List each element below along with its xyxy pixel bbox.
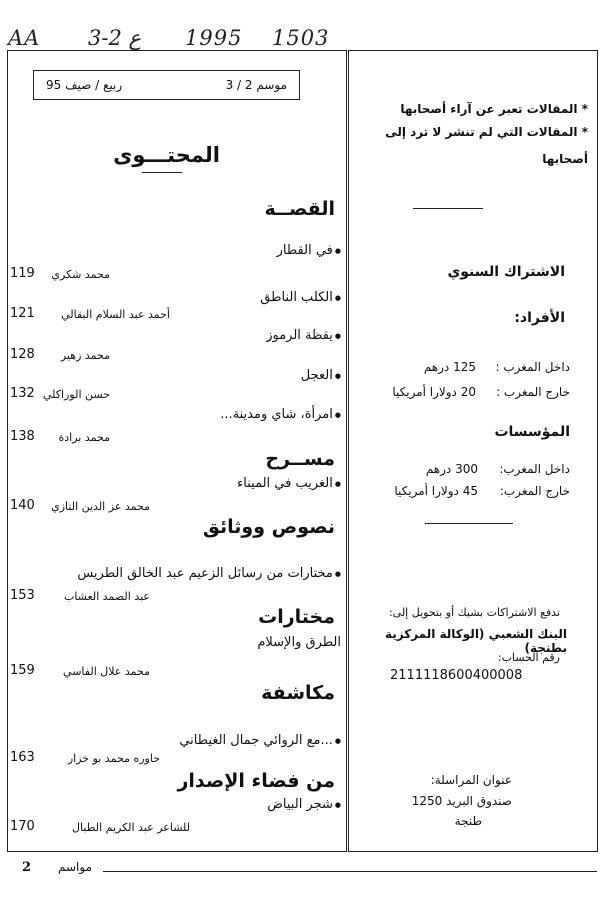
divider: [425, 523, 513, 524]
page-number: 140: [10, 498, 35, 513]
contents-title: المحتـــوى: [113, 143, 220, 167]
subscription-title: الاشتراك السنوي: [447, 264, 565, 280]
page-number: 163: [10, 750, 35, 765]
divider: [413, 208, 483, 209]
note-line: * المقالات التي لم تنشر لا ترد إلى: [385, 125, 588, 139]
section-title: نصوص ووثائق: [202, 516, 335, 538]
page-number: 128: [10, 347, 35, 362]
note-line: أصحابها: [542, 152, 588, 166]
section-title: مكاشفة: [261, 682, 335, 704]
individuals-heading: الأفراد:: [514, 310, 565, 326]
page-number: 132: [10, 386, 35, 401]
contents-item-title: ● مختارات من رسائل الزعيم عبد الخالق الطريس: [41, 566, 341, 581]
handwritten-mark-left: AA: [8, 26, 41, 50]
page-number: 170: [10, 819, 35, 834]
contents-item-author: حاوره محمد بو خزار: [67, 752, 160, 765]
section-title: مســرح: [265, 448, 335, 470]
section-title: مختارات: [258, 606, 335, 628]
contents-item-author: حسن الوراكلي: [43, 388, 110, 401]
domestic-price: 125 درهم: [423, 360, 476, 374]
journal-name: مواسم: [58, 860, 93, 874]
info-frame: [348, 50, 598, 852]
domestic-label: داخل المغرب:: [499, 462, 570, 476]
contents-item-author: للشاعر عبد الكريم الطبال: [72, 821, 190, 834]
page-number-footer: 2: [22, 860, 32, 875]
po-box: صندوق البريد 1250: [411, 794, 512, 808]
international-price: 20 دولارا أمريكيا: [392, 385, 476, 399]
issue-season: موسم 2 / 3: [225, 78, 287, 92]
note-line: * المقالات تعبر عن آراء أصحابها: [400, 102, 588, 116]
domestic-price: 300 درهم: [425, 462, 478, 476]
page-number: 138: [10, 429, 35, 444]
section-title: القصــة: [264, 198, 335, 220]
contents-item-author: عبد الصمد العشاب: [64, 590, 150, 603]
issue-period: ربيع / صيف 95: [46, 78, 123, 92]
contents-item-title: ● شجر البياض: [141, 797, 341, 812]
city: طنجة: [454, 814, 482, 828]
international-price: 45 دولارا أمريكيا: [394, 484, 478, 498]
address-label: عنوان المراسلة:: [430, 773, 512, 787]
contents-item-title: ● الكلب الناطق: [141, 290, 341, 305]
contents-item-author: محمد علال الفاسي: [63, 665, 150, 678]
contents-item-title: ● العجل: [141, 368, 341, 383]
page-number: 119: [10, 266, 35, 281]
contents-item-title: ● في القطار: [141, 243, 341, 258]
page-number: 121: [10, 306, 35, 321]
contents-item-title: الطرق والإسلام: [257, 635, 341, 650]
section-title: من فضاء الإصدار: [177, 770, 335, 792]
handwritten-number: 1503: [272, 26, 330, 50]
handwritten-code: 3-2 ع: [88, 26, 142, 50]
title-underline: [142, 172, 182, 173]
domestic-label: داخل المغرب :: [495, 360, 570, 374]
contents-item-author: محمد برادة: [58, 431, 110, 444]
contents-item-title: ● يقظة الرموز: [141, 328, 341, 343]
international-label: خارج المغرب :: [496, 385, 570, 399]
page-number: 159: [10, 663, 35, 678]
international-label: خارج المغرب:: [499, 484, 570, 498]
bank-name: البنك الشعبي (الوكالة المركزية بطنجة): [384, 627, 567, 655]
contents-item-author: محمد شكري: [51, 268, 110, 281]
account-label: رقم الحساب:: [497, 651, 560, 664]
contents-item-title: ● امرأة، شاي ومدينة...: [141, 407, 341, 422]
contents-item-author: محمد عز الدين التازي: [51, 500, 150, 513]
account-number: 2111118600400008: [390, 668, 523, 683]
footer-rule: [103, 871, 597, 872]
handwritten-year: 1995: [185, 26, 243, 50]
contents-item-author: أحمد عبد السلام البقالي: [61, 308, 170, 321]
issue-box: [33, 70, 300, 100]
contents-item-title: ● ...مع الروائي جمال الغيطاني: [121, 733, 341, 748]
contents-item-title: ● الغريب في الميناء: [121, 476, 341, 491]
institutions-heading: المؤسسات: [494, 424, 570, 440]
contents-item-author: محمد زهير: [60, 349, 110, 362]
payment-instructions: تدفع الاشتراكات بشيك أو بتحويل إلى:: [388, 606, 560, 619]
page-number: 153: [10, 588, 35, 603]
